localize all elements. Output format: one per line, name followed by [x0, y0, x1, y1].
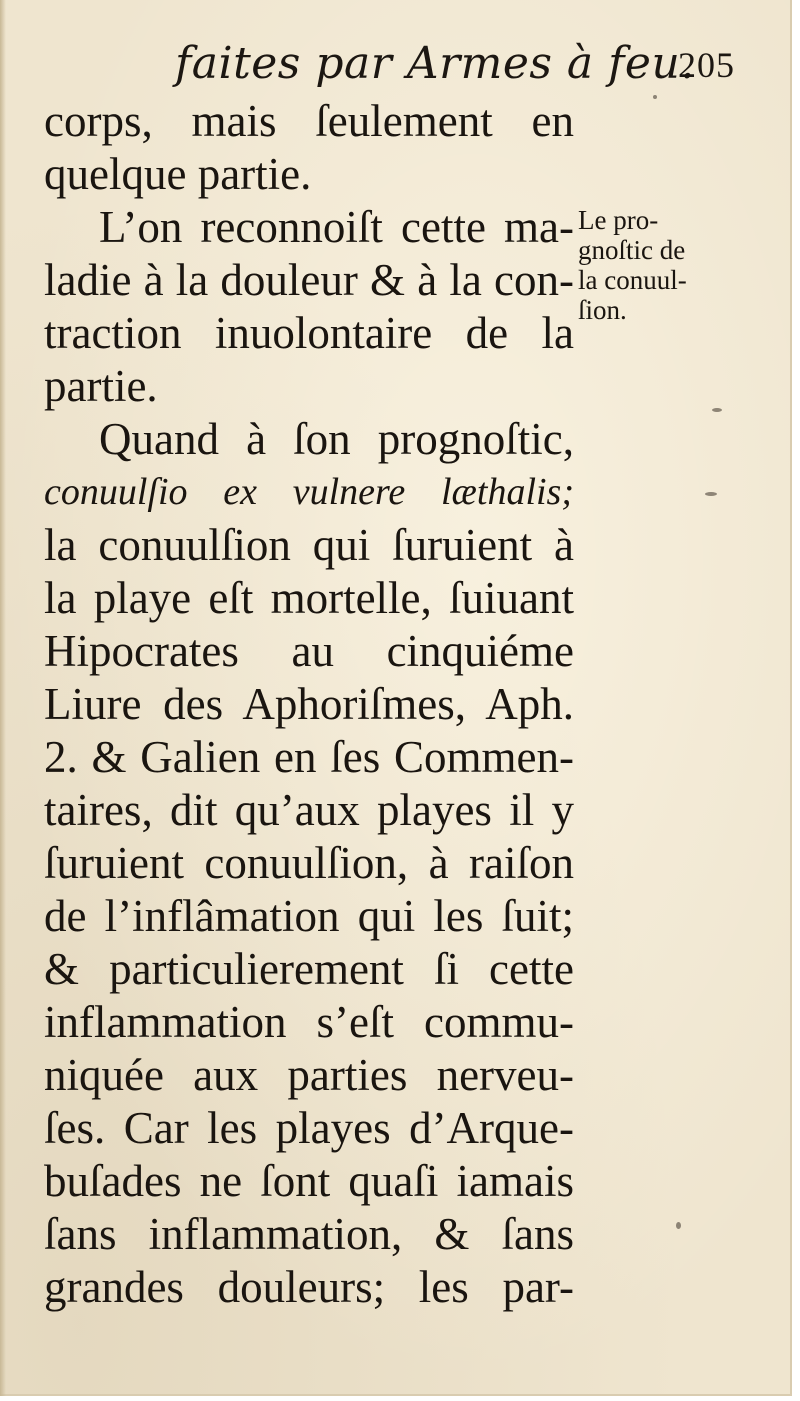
- text-line: corps, mais ſeulement en: [44, 96, 574, 146]
- text-line: ſes. Car les playes d’Arque-: [44, 1103, 574, 1153]
- text-line: ſuruient conuulſion, à raiſon: [44, 838, 574, 888]
- text-line: L’on reconnoiſt cette ma-: [99, 202, 574, 252]
- page-number: 205: [678, 45, 735, 85]
- text-line: partie.: [44, 361, 158, 411]
- text-line-latin-quote: conuulſio ex vulnere læthalis;: [44, 471, 574, 513]
- marginal-note-line: gnoſtic de: [578, 235, 686, 265]
- text-line: niquée aux parties nerveu-: [44, 1050, 574, 1100]
- text-line: & particulierement ſi cette: [44, 944, 574, 994]
- marginal-note: [578, 205, 728, 325]
- text-line: ſans inflammation, & ſans: [44, 1209, 574, 1259]
- text-line: traction inuolontaire de la: [44, 308, 574, 358]
- text-line: taires, dit qu’aux playes il y: [44, 785, 574, 835]
- running-title: faites par Armes à feu.: [175, 38, 695, 89]
- text-line: de l’inflâmation qui les ſuit;: [44, 891, 574, 941]
- text-line: inflammation s’eſt commu-: [44, 997, 574, 1047]
- text-line: 2. & Galien en ſes Commen-: [44, 732, 574, 782]
- text-line: Liure des Aphoriſmes, Aph.: [44, 679, 574, 729]
- text-line: Quand à ſon prognoſtic,: [99, 414, 574, 464]
- marginal-note-line: Le pro-: [578, 205, 659, 235]
- main-text-block: [44, 95, 574, 1314]
- paper-speck: [676, 1222, 681, 1229]
- text-line: la conuulſion qui ſuruient à: [44, 520, 574, 570]
- marginal-note-line: ſion.: [578, 295, 627, 325]
- text-line: quelque partie.: [44, 149, 312, 199]
- text-line: buſades ne ſont quaſi iamais: [44, 1156, 574, 1206]
- text-line: Hipocrates au cinquiéme: [44, 626, 574, 676]
- page-gutter-shadow: [0, 0, 6, 1396]
- text-line: la playe eſt mortelle, ſuiuant: [44, 573, 574, 623]
- page-header: [150, 38, 735, 98]
- marginal-note-line: la conuul-: [578, 265, 687, 295]
- text-line: grandes douleurs; les par-: [44, 1262, 574, 1312]
- paper-speck: [653, 95, 657, 99]
- paper-speck: [712, 408, 722, 412]
- paper-speck: [705, 492, 717, 496]
- text-line: ladie à la douleur & à la con-: [44, 255, 574, 305]
